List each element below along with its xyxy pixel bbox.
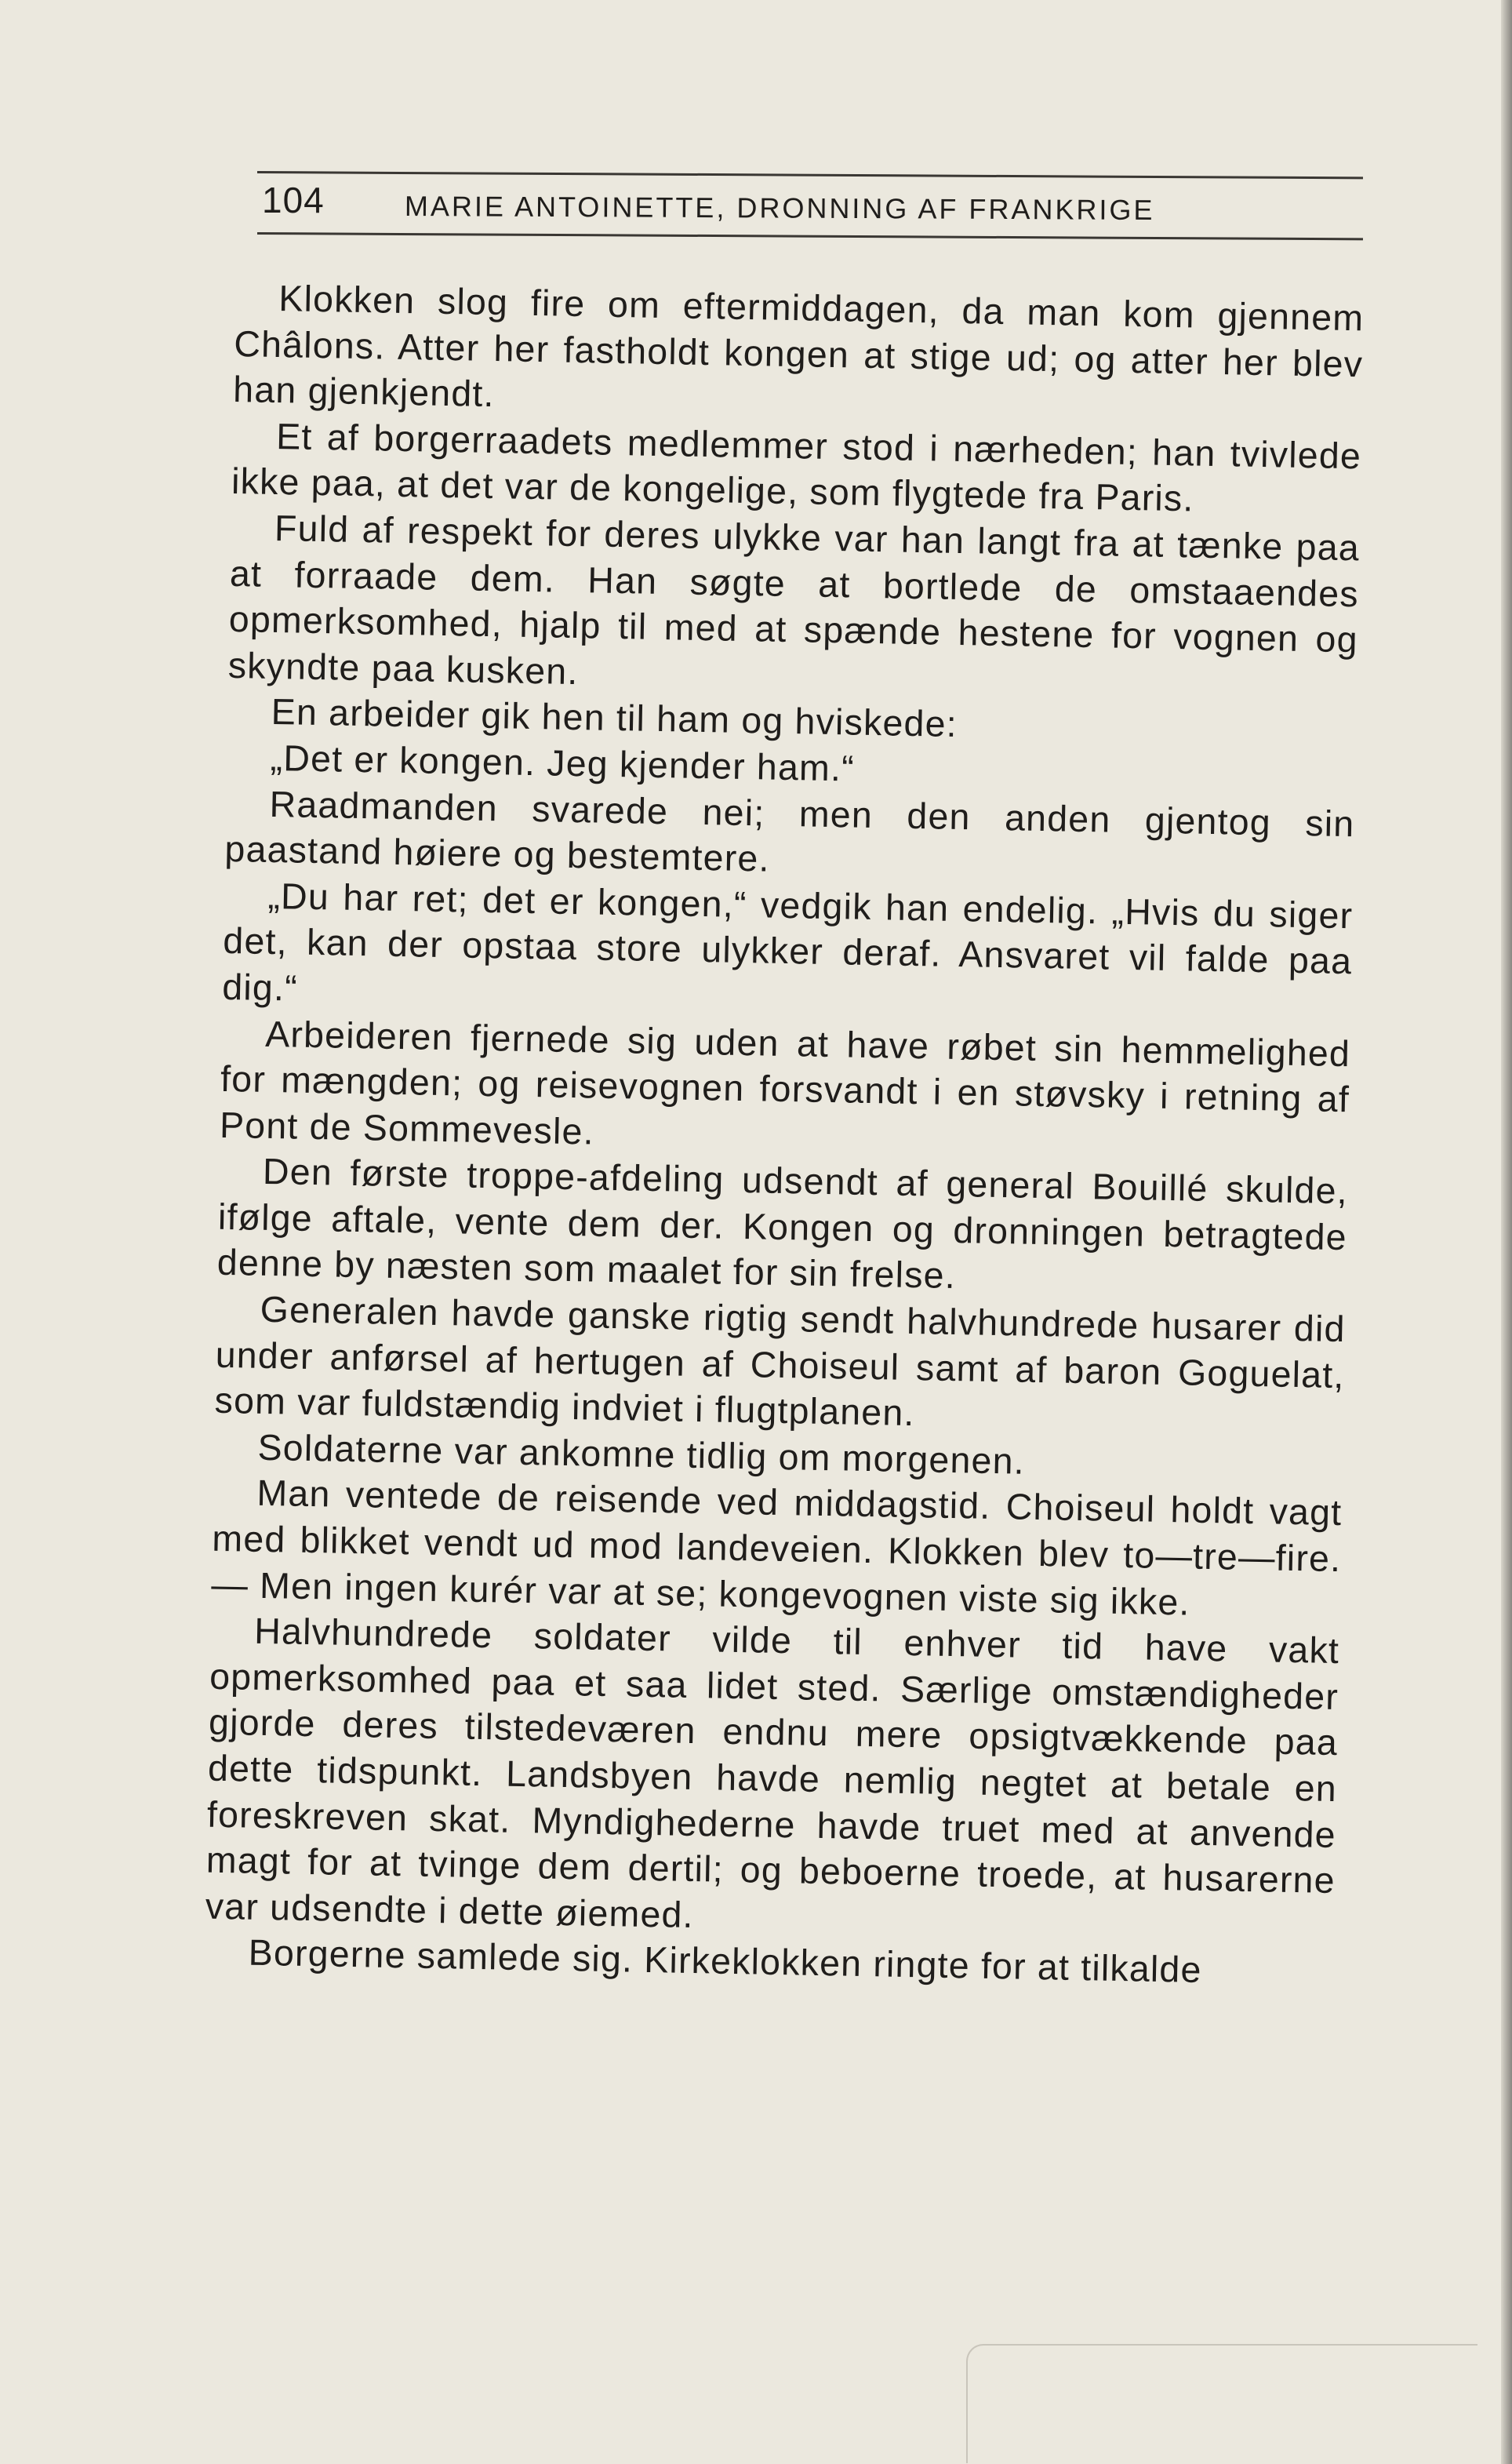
paragraph: Generalen havde ganske rigtig sendt halvhundrede husarer did under anførsel af hertugen af Choiseul samt af baron Goguelat, som var fuldstændig indviet i flugtplanen. — [214, 1288, 1347, 1434]
paragraph: Soldaterne var ankomne tidlig om morgenen. — [257, 1426, 1026, 1482]
paragraph: Fuld af respekt for deres ulykke var han langt fra at tænke paa at forraade dem. Han søgte at bortlede de omstaaendes opmerksomhed, hjalp til med at spænde hestene for vognen og skyndte paa kusken. — [227, 507, 1361, 692]
page-number: 104 — [262, 180, 325, 220]
paragraph: En arbeider gik hen til ham og hviskede: — [271, 691, 958, 745]
paragraph-quote: „Du har ret; det er kongen,“ vedgik han endelig. „Hvis du siger det, kan der opstaa store ulykker deraf. Ansvaret vil falde paa dig.“ — [221, 875, 1354, 1009]
faint-stamp-outline — [966, 2344, 1477, 2463]
paragraph: Man ventede de reisende ved middagstid. Choiseul holdt vagt med blikket vendt ud mod landeveien. Klokken blev to—tre—fire. — Men ingen kurér var at se; kongevognen viste sig ikke. — [210, 1472, 1343, 1623]
paragraph: Halvhundrede soldater vilde til enhver tid have vakt opmerksomhed paa et saa lidet sted. Særlige omstændigheder gjorde deres tilstedeværen endnu mere opsigtvækkende paa dette tidspunkt. Landsbyen havde nemlig negtet at betale en foreskreven skat. Myndighederne havde truet med at anvende magt for at tvinge dem dertil; og beboerne troede, at husarerne var udsendte i dette øiemed. — [205, 1610, 1340, 1935]
scan-edge-shadow — [1501, 0, 1512, 2464]
header-rule-bottom — [257, 232, 1363, 240]
body-text — [204, 275, 1364, 1996]
paragraph: Den første troppe-afdeling udsendt af general Bouillé skulde, ifølge aftale, vente dem der. Kongen og dronningen betragtede denne by næsten som maalet for sin frelse. — [216, 1151, 1349, 1297]
paragraph: Et af borgerraadets medlemmer stod i nærheden; han tvivlede ikke paa, at det var de kongelige, som flygtede fra Paris. — [231, 415, 1362, 519]
paragraph: Borgerne samlede sig. Kirkeklokken ringte for at tilkalde — [248, 1932, 1203, 1991]
header-rule-top — [257, 171, 1363, 179]
paragraph: Klokken slog fire om eftermiddagen, da man kom gjennem Châlons. Atter her fastholdt kongen at stige ud; og atter her blev han gjenkjendt. — [232, 278, 1365, 415]
paragraph: Arbeideren fjernede sig uden at have røbet sin hemmelighed for mængden; og reisevognen forsvandt i en støvsky i retning af Pont de Sommevesle. — [219, 1013, 1351, 1152]
page-header — [257, 162, 1363, 243]
running-title: MARIE ANTOINETTE, DRONNING AF FRANKRIGE — [404, 190, 1155, 227]
paragraph: Raadmanden svarede nei; men den anden gjentog sin paastand høiere og bestemtere. — [224, 783, 1355, 879]
paragraph-quote: „Det er kongen. Jeg kjender ham.“ — [270, 737, 856, 789]
